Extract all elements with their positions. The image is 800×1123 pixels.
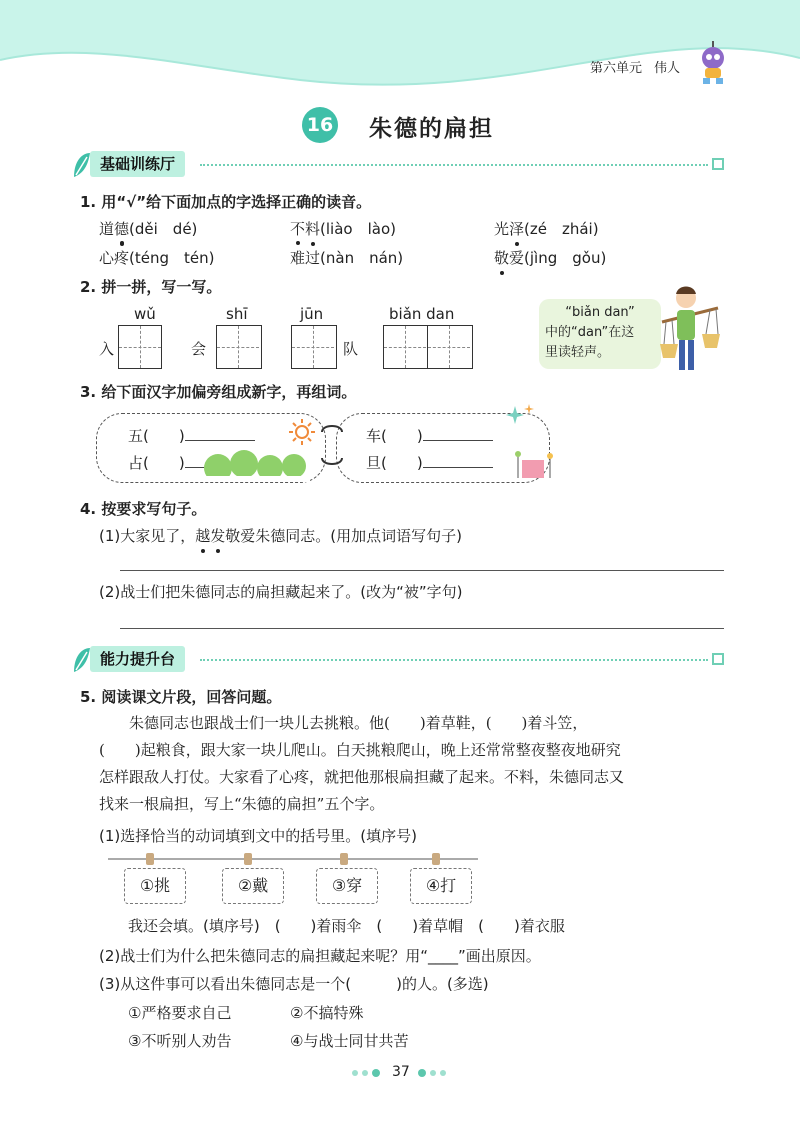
q5-sub-question-3: (3)从这件事可以看出朱德同志是一个( )的人。(多选) xyxy=(99,975,489,993)
option-card-4[interactable]: ④打 xyxy=(410,868,472,904)
leaf-icon xyxy=(72,646,92,674)
clip-icon xyxy=(244,853,252,865)
question-2-stem: 2. 拼一拼，写一写。 xyxy=(80,278,222,296)
option-card-1[interactable]: ①挑 xyxy=(124,868,186,904)
q1-item-5: 难过(nàn nán) xyxy=(290,249,404,267)
clothesline xyxy=(108,858,478,860)
boy-carrying-pole-illustration xyxy=(660,282,720,382)
q1-item-2: 不料(liào lào) xyxy=(290,220,396,238)
q3-right-item-2: 旦( ) xyxy=(366,452,493,473)
q4-sentence-2: (2)战士们把朱德同志的扁担藏起来了。(改为“被”字句) xyxy=(99,583,463,601)
q2-pinyin-1: wǔ xyxy=(134,305,156,323)
q4-sentence-1: (1)大家见了，越发敬爱朱德同志。(用加点词语写句子) xyxy=(99,527,462,545)
footer-dot xyxy=(440,1070,446,1076)
q1-item-3: 光泽(zé zhái) xyxy=(494,220,599,238)
option-card-3[interactable]: ③穿 xyxy=(316,868,378,904)
clip-icon xyxy=(340,853,348,865)
leaf-icon xyxy=(72,151,92,179)
section-banner-basic xyxy=(72,151,732,179)
lesson-title: 朱德的扁担 xyxy=(369,115,494,142)
question-1-stem: 1. 用“√”给下面加点的字选择正确的读音。 xyxy=(80,193,372,211)
clip-icon xyxy=(432,853,440,865)
question-3-stem: 3. 给下面汉字加偏旁组成新字，再组词。 xyxy=(80,383,357,401)
clip-icon xyxy=(146,853,154,865)
q5-choice-2[interactable]: ②不搞特殊 xyxy=(290,1004,364,1022)
writing-grid-1[interactable] xyxy=(118,325,162,369)
q5-choice-1[interactable]: ①严格要求自己 xyxy=(128,1004,232,1022)
q2-char-after-3: 队 xyxy=(343,340,359,358)
writing-grid-3[interactable] xyxy=(291,325,337,369)
section-banner-advanced xyxy=(72,646,732,674)
footer-dot xyxy=(372,1069,380,1077)
header-band xyxy=(0,0,800,110)
sun-icon xyxy=(288,418,316,446)
flower-pot-icon xyxy=(512,450,556,480)
pronunciation-note-bubble: “biǎn dan” 中的“dan”在这 里读轻声。 xyxy=(539,299,661,369)
q5-sub-question-1: (1)选择恰当的动词填到文中的括号里。(填序号) xyxy=(99,827,417,845)
question-4-stem: 4. 按要求写句子。 xyxy=(80,500,207,518)
option-card-2[interactable]: ②戴 xyxy=(222,868,284,904)
footer-dot xyxy=(430,1070,436,1076)
q2-pinyin-3: jūn xyxy=(300,305,324,323)
writing-grid-4[interactable] xyxy=(383,325,473,369)
q3-left-item-1: 五( ) xyxy=(128,425,255,446)
q5-sub-question-2: (2)战士们为什么把朱德同志的扁担藏起来呢？用“____”画出原因。 xyxy=(99,947,541,965)
footer-dot xyxy=(352,1070,358,1076)
section-title-advanced: 能力提升台 xyxy=(90,646,185,672)
chain-link-icon xyxy=(318,422,346,468)
q4-answer-line-2[interactable] xyxy=(120,628,724,629)
q5-choice-4[interactable]: ④与战士同甘共苦 xyxy=(290,1032,409,1050)
q3-right-item-1: 车( ) xyxy=(366,425,493,446)
unit-theme: 伟人 xyxy=(654,61,681,76)
section-title-basic: 基础训练厅 xyxy=(90,151,185,177)
lesson-number: 16 xyxy=(302,107,338,143)
q3-left-item-2: 占( ) xyxy=(128,452,255,473)
footer-dot xyxy=(362,1070,368,1076)
reading-passage: 朱德同志也跟战士们一块儿去挑粮。他( )着草鞋，( )着斗笠， ( )起粮食，跟大家一块儿爬山。白天挑粮爬山，晚上还常常整夜整夜地研究 怎样跟敌人打仗。大家看了心疼，就把他那根扁担藏了起来。不料，朱德同志又 找来一根扁担，写上“朱德的扁担”五个字。 xyxy=(99,714,625,813)
sparkle-icon xyxy=(505,404,535,428)
bushes-illustration xyxy=(200,450,310,482)
question-5-stem: 5. 阅读课文片段，回答问题。 xyxy=(80,688,282,706)
q2-char-before-1: 入 xyxy=(99,340,115,358)
footer-dot xyxy=(418,1069,426,1077)
unit-label: 第六单元 xyxy=(590,61,643,76)
q1-item-6: 敬爱(jìng gǒu) xyxy=(494,249,607,267)
q4-answer-line-1[interactable] xyxy=(120,570,724,571)
writing-grid-2[interactable] xyxy=(216,325,262,369)
q2-pinyin-2: shī xyxy=(226,305,248,323)
robot-mascot-icon xyxy=(695,40,731,86)
q5-choice-3[interactable]: ③不听别人劝告 xyxy=(128,1032,232,1050)
q2-char-before-2: 会 xyxy=(191,340,207,358)
q5-extra-fill: 我还会填。(填序号) ( )着雨伞 ( )着草帽 ( )着衣服 xyxy=(128,917,565,935)
page-number: 37 xyxy=(392,1064,410,1080)
q1-item-1: 道德(děi dé) xyxy=(99,220,198,238)
q1-item-4: 心疼(téng tén) xyxy=(99,249,215,267)
q2-pinyin-4: biǎn dan xyxy=(389,305,455,323)
